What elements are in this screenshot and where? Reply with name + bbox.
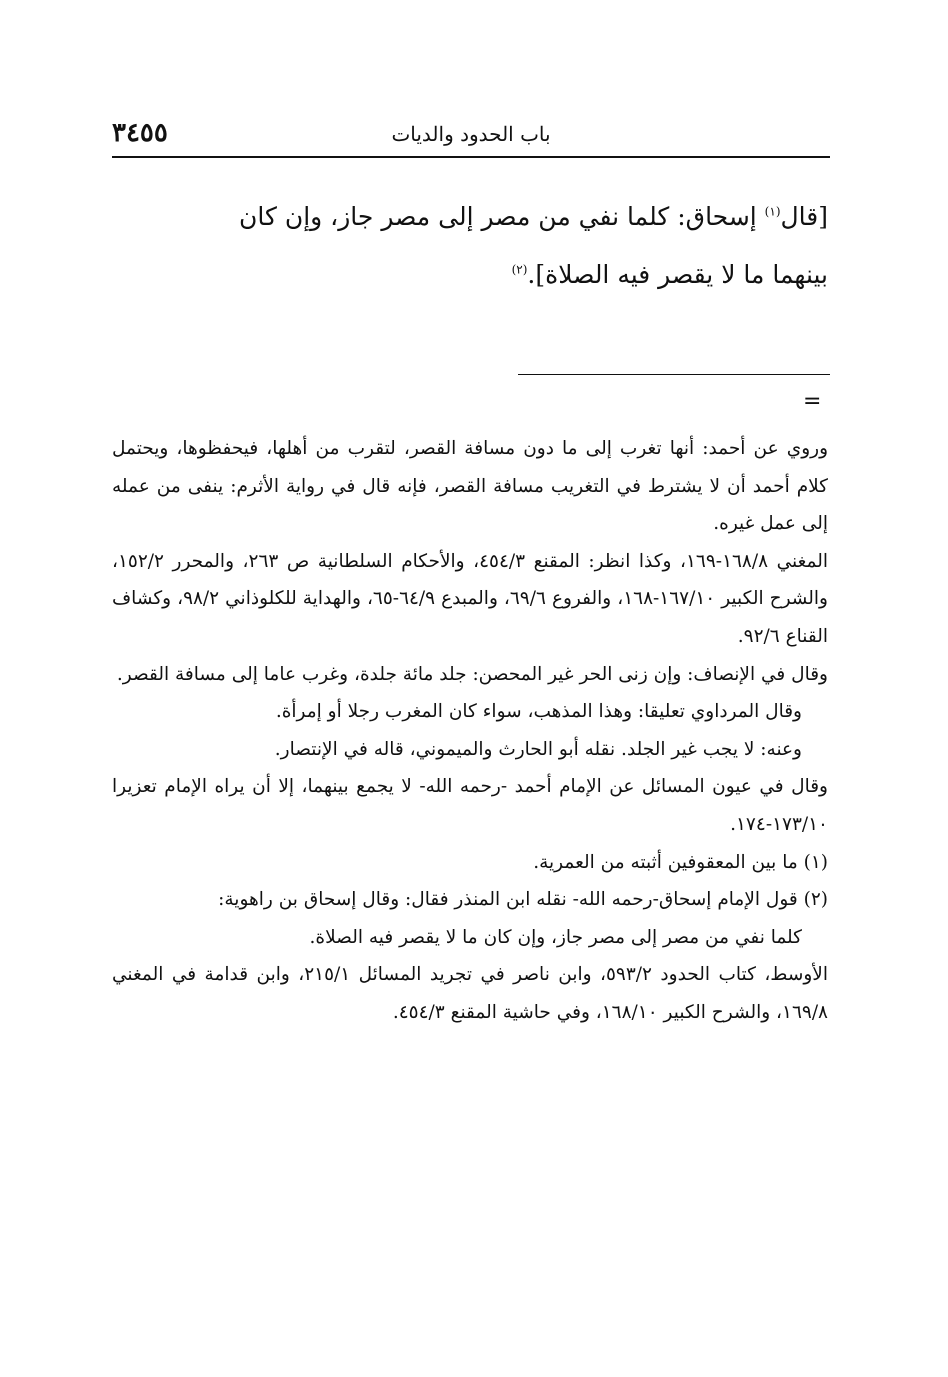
running-head bbox=[112, 118, 830, 158]
note-citation-list: المغني ١٦٨/٨-١٦٩، وكذا انظر: المقنع ٤٥٤/٣، والأحكام السلطانية ص ٢٦٣، والمحرر ١٥٢/٢، والشرح الكبير ١٦٧/١٠-١٦٨، والفروع ٦٩/٦، والمبدع ٦٤/٩-٦٥، والهداية للكلوذاني ٩٨/٢، وكشاف القناع ٩٢/٦. bbox=[112, 550, 828, 647]
footnote-1: (١) ما بين المعقوفين أثبته من العمرية. bbox=[533, 851, 828, 873]
note-insaf: وقال في الإنصاف: وإن زنى الحر غير المحصن: جلد مائة جلدة، وغرب عاما إلى مسافة القصر. bbox=[116, 663, 828, 685]
word-qal: قال bbox=[780, 202, 819, 231]
footnote-2-sources: الأوسط، كتاب الحدود ٥٩٣/٢، وابن ناصر في تجريد المسائل ٢١٥/١، وابن قدامة في المغني ١٦٩/٨، والشرح الكبير ١٦٨/١٠، وفي حاشية المقنع ٤٥٤/٣. bbox=[112, 964, 828, 1023]
note-anhu: وعنه: لا يجب غير الجلد. نقله أبو الحارث والميموني، قاله في الإنتصار. bbox=[274, 738, 802, 760]
continuation-mark: = bbox=[803, 389, 822, 414]
main-line-1 bbox=[112, 188, 828, 246]
note-continued-1: وروي عن أحمد: أنها تغرب إلى ما دون مسافة القصر، لتقرب من أهلها، فيحفظوها، ويحتمل كلام أحمد أن لا يشترط في التغريب مسافة القصر، فإنه قال في رواية الأثرم: ينفى من عمله إلى عمل غيره. bbox=[112, 438, 828, 535]
footnote-ref-1[interactable]: (١) bbox=[764, 204, 781, 219]
footnote-ref-2[interactable]: (٢) bbox=[511, 262, 528, 277]
opening-bracket: [ bbox=[818, 202, 828, 231]
footnote-2-quote: كلما نفي من مصر إلى مصر جاز، وإن كان ما لا يقصر فيه الصلاة. bbox=[309, 926, 802, 948]
running-title: باب الحدود والديات bbox=[391, 122, 551, 146]
footnote-separator bbox=[518, 374, 830, 375]
header-rule bbox=[112, 156, 830, 158]
footnote-2: (٢) قول الإمام إسحاق-رحمه الله- نقله ابن المنذر فقال: وقال إسحاق بن راهوية: bbox=[218, 889, 828, 911]
main-line-2-text: بينهما ما لا يقصر فيه الصلاة]. bbox=[527, 260, 828, 289]
page-number: ٣٤٥٥ bbox=[112, 118, 168, 148]
main-text bbox=[112, 188, 828, 304]
note-uyun: وقال في عيون المسائل عن الإمام أحمد -رحمه الله- لا يجمع بينهما، إلا أن يراه الإمام تعزيرا ١٧٣/١٠-١٧٤. bbox=[112, 776, 828, 835]
main-line-1-text: إسحاق: كلما نفي من مصر إلى مصر جاز، وإن كان bbox=[239, 202, 765, 231]
main-line-2 bbox=[112, 246, 828, 304]
footnotes bbox=[112, 430, 828, 1032]
note-mardawi: وقال المرداوي تعليقا: وهذا المذهب، سواء كان المغرب رجلا أو إمرأة. bbox=[275, 701, 802, 723]
